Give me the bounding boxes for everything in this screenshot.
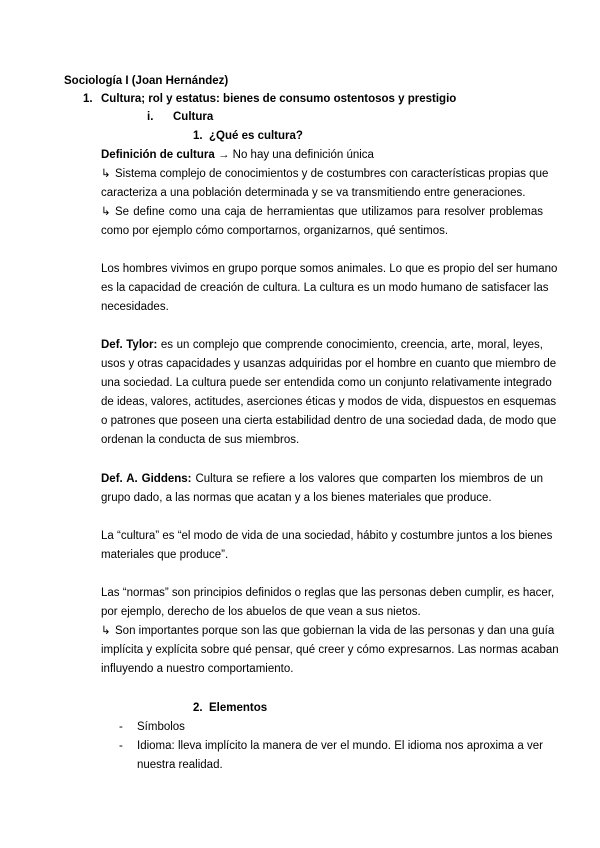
- heading-2: Cultura: [173, 111, 214, 123]
- definition-p2-line1: [101, 205, 543, 219]
- definition-p1-line2: caracteriza a una población determinada y se va transmitiendo entre generaciones.: [101, 187, 526, 199]
- tylor-label: Def. Tylor:: [101, 339, 158, 351]
- tylor-text1: es un complejo que comprende conocimiento, creencia, arte, moral, leyes,: [160, 339, 544, 351]
- humans-line3: necesidades.: [101, 301, 169, 313]
- heading-elementos-number: 2.: [193, 702, 203, 714]
- normas-line1: Las “normas” son principios definidos o reglas que las personas deben cumplir, es hacer,: [101, 587, 555, 599]
- list-item-idioma-line1: Idioma: lleva implícito la manera de ver el mundo. El idioma nos aproxima a ver: [137, 740, 543, 752]
- humans-line2: es la capacidad de creación de cultura. La cultura es un modo humano de satisfacer las: [101, 282, 549, 294]
- document-title: Sociología I (Joan Hernández): [64, 75, 229, 87]
- list-item-simbolos: Símbolos: [137, 721, 185, 733]
- definition-p2-line2: como por ejemplo cómo comportarnos, organizarnos, qué sentimos.: [101, 225, 449, 237]
- heading-1-number: 1.: [83, 93, 93, 105]
- tylor-line1: [101, 338, 543, 352]
- tylor-line6: ordenan la conducta de sus miembros.: [101, 434, 300, 446]
- definition-p1-line1: [101, 167, 549, 181]
- definition-tail: → No hay una definición única: [217, 149, 374, 161]
- bullet-dash-icon: -: [119, 721, 123, 733]
- arrow-icon: ↳: [101, 206, 111, 218]
- giddens-line1: [101, 472, 543, 486]
- list-item-idioma-line2: nuestra realidad.: [137, 759, 223, 771]
- normas-line5: influyendo a nuestro comportamiento.: [101, 663, 294, 675]
- humans-line1: Los hombres vivimos en grupo porque somos animales. Lo que es propio del ser humano: [101, 263, 558, 275]
- definition-p1-text1: Sistema complejo de conocimientos y de costumbres con características propias que: [115, 168, 549, 180]
- definition-line: [101, 148, 374, 162]
- bullet-dash-icon: -: [119, 740, 123, 752]
- arrow-icon: ↳: [101, 625, 111, 637]
- giddens-text1: Cultura se refiere a los valores que comparten los miembros de un: [195, 473, 543, 485]
- cultura-quote-line1: La “cultura” es “el modo de vida de una sociedad, hábito y costumbre juntos a los bienes: [101, 530, 553, 542]
- tylor-line4: de ideas, valores, actitudes, aserciones éticas y modos de vida, dispuestos en esquemas: [101, 396, 557, 408]
- definition-p2-text1: Se define como una caja de herramientas que utilizamos para resolver problemas: [115, 206, 543, 218]
- heading-3-number: 1.: [193, 130, 203, 142]
- normas-line3: [101, 624, 555, 638]
- heading-3: ¿Qué es cultura?: [209, 130, 303, 142]
- normas-text3: Son importantes porque son las que gobiernan la vida de las personas y dan una guía: [115, 625, 555, 637]
- heading-1: Cultura; rol y estatus: bienes de consumo ostentosos y prestigio: [101, 93, 457, 105]
- tylor-line2: usos y otras capacidades y usanzas adquiridas por el hombre en cuanto que miembro de: [101, 358, 557, 370]
- definition-label: Definición de cultura: [101, 149, 215, 161]
- normas-line2: por ejemplo, derecho de los abuelos de que vean a sus nietos.: [101, 606, 421, 618]
- giddens-line2: grupo dado, a las normas que acatan y a los bienes materiales que produce.: [101, 492, 492, 504]
- cultura-quote-line2: materiales que produce”.: [101, 549, 229, 561]
- tylor-line5: o patrones que poseen una cierta estabilidad dentro de una sociedad dada, de modo que: [101, 415, 557, 427]
- normas-line4: implícita y explícita sobre qué pensar, qué creer y cómo expresarnos. Las normas acaban: [101, 644, 559, 656]
- heading-elementos: Elementos: [209, 702, 268, 714]
- arrow-icon: ↳: [101, 168, 111, 180]
- heading-2-number: i.: [147, 111, 154, 123]
- tylor-line3: una sociedad. La cultura puede ser entendida como un conjunto relativamente integrado: [101, 377, 552, 389]
- giddens-label: Def. A. Giddens:: [101, 473, 192, 485]
